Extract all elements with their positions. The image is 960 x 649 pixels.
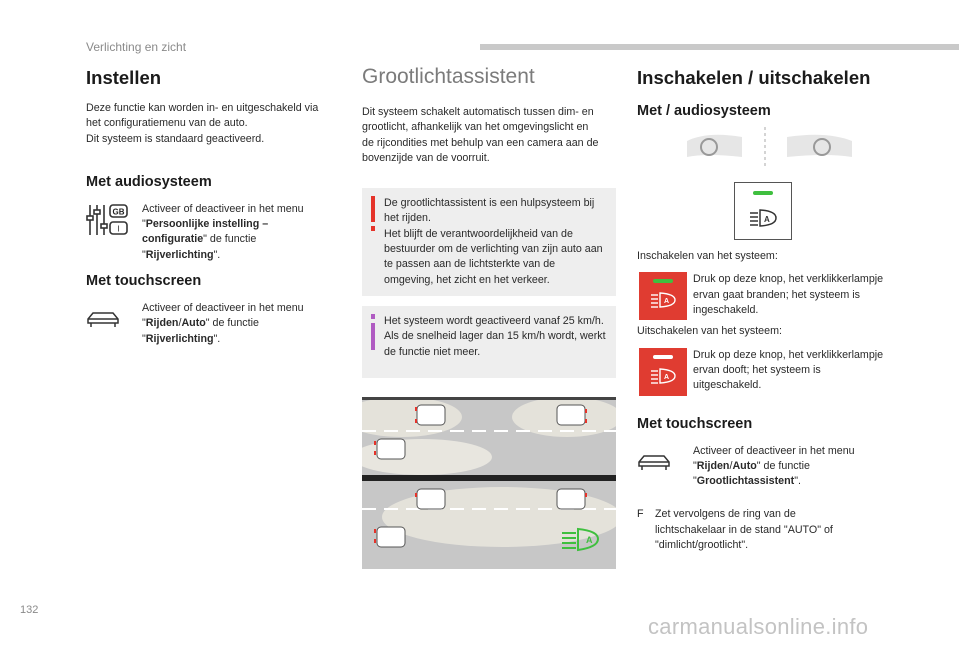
- dashboard-button[interactable]: [734, 182, 792, 240]
- button-on-icon: [637, 272, 693, 320]
- svg-text:A: A: [764, 215, 770, 224]
- audio-instruction: [86, 202, 331, 263]
- intro-default: Dit systeem is standaard geactiveerd.: [86, 132, 265, 145]
- svg-text:A: A: [586, 534, 593, 545]
- instellen-title: Instellen: [86, 67, 162, 88]
- high-beam-a-icon: [750, 208, 778, 228]
- svg-text:A: A: [664, 298, 670, 306]
- header-bar: [480, 44, 959, 50]
- touch-section-heading: Met touchscreen: [637, 415, 753, 432]
- column-inschakelen: [637, 62, 887, 553]
- button-off-icon: [637, 348, 693, 396]
- column-grootlichtassistent: [362, 62, 616, 569]
- section-title: Verlichting en zicht: [86, 40, 187, 54]
- info-i-icon: [369, 314, 377, 350]
- touch-section-instruction: [637, 444, 887, 490]
- off-instruction: [637, 348, 887, 396]
- settings-sliders-icon: [86, 202, 142, 243]
- on-text: Druk op deze knop, het verklikkerlampje ervan gaat branden; het systeem is ingeschakeld.: [693, 273, 884, 316]
- road-illustration: [362, 397, 616, 569]
- step-bullet: F: [637, 508, 644, 521]
- badge-i-text: I: [117, 224, 120, 234]
- grootlicht-intro: Dit systeem schakelt automatisch tussen dim- en grootlicht, afhankelijk van het omgevingslicht en de rijcondities met behulp van een camera aan de bovenzijde van de voorruit.: [362, 106, 599, 164]
- column-instellen: [86, 62, 331, 347]
- audio-section-heading: Met / audiosysteem: [637, 103, 771, 119]
- off-label: Uitschakelen van het systeem:: [637, 325, 782, 338]
- step-item: [637, 507, 887, 553]
- touch-instruction: [86, 301, 331, 347]
- dashboard-illustration: [637, 119, 887, 269]
- on-label: Inschakelen van het systeem:: [637, 250, 778, 262]
- car-icon: [86, 301, 142, 334]
- touch-menu-text: Activeer of deactiveer in het menu "Rijden/Auto" de functie "Rijverlichting".: [142, 302, 304, 345]
- audio-heading: Met audiosysteem: [86, 173, 212, 190]
- car-icon-2: [637, 444, 693, 477]
- page-number: 132: [20, 604, 39, 616]
- grootlicht-title: Grootlichtassistent: [362, 65, 535, 88]
- watermark: carmanualsonline.info: [648, 614, 869, 639]
- touch-section-text: Activeer of deactiveer in het menu "Rijden/Auto" de functie "Grootlichtassistent".: [693, 444, 855, 488]
- steering-wheels-icon: [687, 127, 857, 167]
- info-note: Het systeem wordt geactiveerd vanaf 25 km/h. Als de snelheid lager dan 15 km/h wordt, werkt de functie niet meer.: [362, 306, 616, 378]
- audio-menu-text: Activeer of deactiveer in het menu "Persoonlijke instelling – configuratie" de functie "Rijverlichting".: [142, 202, 304, 261]
- warning-exclamation-icon: [369, 196, 377, 232]
- step-text: Zet vervolgens de ring van de lichtschakelaar in de stand "AUTO" of "dimlicht/grootlicht".: [655, 508, 833, 552]
- touch-heading: Met touchscreen: [86, 273, 202, 290]
- green-indicator-led: [753, 191, 773, 195]
- svg-text:A: A: [664, 373, 670, 381]
- badge-gb-text: GB: [112, 207, 125, 217]
- on-instruction: [637, 272, 887, 320]
- warning-note: De grootlichtassistent is een hulpsysteem bij het rijden. Het blijft de verantwoordelijkheid van de bestuurder om de verlichting van zijn auto aan te passen aan de lichtsterkte van de omgeving, het zicht en het verkeer.: [362, 188, 616, 296]
- inschakelen-title: Inschakelen / uitschakelen: [637, 67, 871, 88]
- intro-paragraph: Deze functie kan worden in- en uitgeschakeld via het configuratiemenu van de auto.: [86, 102, 319, 130]
- off-text: Druk op deze knop, het verklikkerlampje ervan dooft; het systeem is uitgeschakeld.: [693, 348, 884, 392]
